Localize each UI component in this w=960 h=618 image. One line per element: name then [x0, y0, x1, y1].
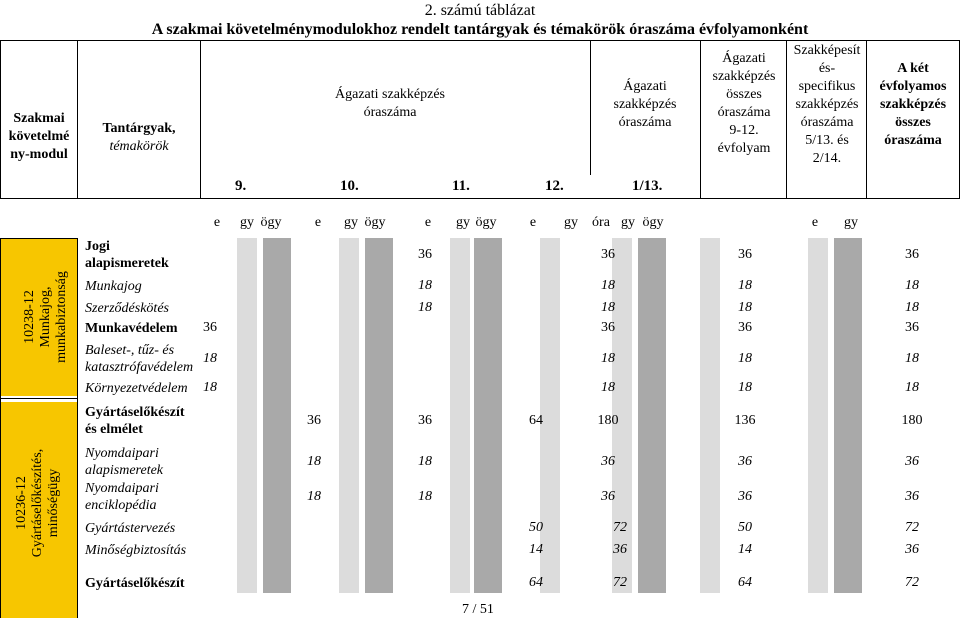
grid-line — [77, 40, 78, 198]
shaded-column — [339, 238, 359, 593]
grid-line — [200, 40, 201, 198]
row-value: 18 — [905, 300, 919, 315]
shaded-column — [365, 238, 393, 593]
row-value: 36 — [905, 489, 919, 504]
row-value: 36 — [738, 489, 752, 504]
shaded-column — [700, 238, 720, 593]
subheader-cell: e — [213, 215, 221, 230]
row-value: 36 — [601, 320, 615, 335]
row-value: 18 — [418, 300, 432, 315]
row-value: 36 — [905, 247, 919, 262]
row-value: 36 — [601, 489, 615, 504]
subheader-cell: gy — [844, 215, 858, 230]
row-value: 64 — [529, 413, 543, 428]
row-value: 18 — [418, 454, 432, 469]
row-value: 50 — [738, 520, 752, 535]
row-value: 36 — [905, 454, 919, 469]
row-value: 36 — [601, 247, 615, 262]
row-value: 18 — [418, 278, 432, 293]
shaded-column — [263, 238, 291, 593]
row-label: Gyártáselőkészít — [85, 576, 185, 591]
subheader-cell: gy — [564, 215, 578, 230]
shaded-column — [808, 238, 828, 593]
subheader-cell: gy — [344, 215, 358, 230]
row-label: Minőségbiztosítás — [85, 543, 187, 558]
ag-total-header: Ágazati szakképzés összes óraszáma 9-12. évfolyam — [712, 51, 776, 156]
shaded-column — [638, 238, 666, 593]
subheader-cell: ögy — [475, 215, 497, 230]
row-value: 36 — [738, 320, 752, 335]
module-label-10238: 10238-12 Munkajog, munkabiztonság — [22, 271, 69, 363]
row-value: 180 — [597, 413, 619, 428]
shaded-column — [450, 238, 470, 593]
row-value: 18 — [905, 380, 919, 395]
row-value: 72 — [613, 520, 627, 535]
year-9: 9. — [235, 178, 247, 194]
subheader-cell: óra — [592, 215, 610, 230]
header-bottom-border — [0, 198, 960, 199]
row-value: 50 — [529, 520, 543, 535]
subject-header: Tantárgyak, témakörök — [102, 121, 176, 154]
row-value: 18 — [905, 278, 919, 293]
row-value: 36 — [905, 320, 919, 335]
row-value: 36 — [418, 413, 432, 428]
row-value: 18 — [601, 278, 615, 293]
module-header: Szakmai követelmé ny-modul — [8, 111, 70, 162]
module-label-10236: 10236-12 Gyártáselőkészítés, minőségügy — [14, 448, 61, 558]
row-value: 18 — [307, 454, 321, 469]
row-value: 64 — [529, 575, 543, 590]
subheader-cell: e — [529, 215, 537, 230]
page-number: 7 / 51 — [462, 602, 494, 617]
year-11: 11. — [452, 178, 470, 194]
grid-line — [0, 398, 77, 399]
grid-line — [866, 40, 867, 198]
grid-line — [0, 40, 1, 198]
subheader-cell: ögy — [364, 215, 386, 230]
row-label: Szerződéskötés — [85, 301, 169, 316]
row-value: 18 — [307, 489, 321, 504]
row-value: 64 — [738, 575, 752, 590]
shaded-column — [237, 238, 257, 593]
row-value: 18 — [601, 380, 615, 395]
spec-header: Szakképesít és- specifikus szakképzés óraszáma 5/13. és 2/14. — [793, 43, 861, 166]
row-value: 18 — [418, 489, 432, 504]
row-value: 18 — [905, 351, 919, 366]
row-label: Gyártáselőkészít és elmélet — [85, 405, 185, 437]
table-title: A szakmai követelménymodulokhoz rendelt tantárgyak és témakörök óraszáma évfolyamonként — [151, 21, 809, 38]
row-value: 18 — [738, 351, 752, 366]
row-label: Munkavédelem — [85, 321, 178, 336]
row-label: Gyártástervezés — [85, 521, 176, 536]
row-value: 72 — [905, 520, 919, 535]
row-value: 18 — [738, 300, 752, 315]
shaded-column — [834, 238, 862, 593]
row-value: 36 — [905, 542, 919, 557]
row-value: 18 — [203, 380, 217, 395]
row-value: 18 — [738, 278, 752, 293]
row-value: 36 — [613, 542, 627, 557]
year-10: 10. — [340, 178, 359, 194]
row-value: 180 — [901, 413, 923, 428]
row-label: Munkajog — [85, 279, 142, 294]
table-caption: 2. számú táblázat — [424, 2, 536, 19]
grid-line — [77, 238, 78, 618]
grid-line — [786, 40, 787, 198]
two-years-header: A két évfolyamos szakképzés összes óraszáma — [879, 61, 947, 148]
subheader-cell: e — [314, 215, 322, 230]
row-value: 18 — [601, 300, 615, 315]
row-value: 14 — [529, 542, 543, 557]
row-value: 72 — [613, 575, 627, 590]
row-value: 36 — [203, 320, 217, 335]
row-value: 36 — [738, 454, 752, 469]
row-label: Környezetvédelem — [85, 381, 188, 396]
row-value: 36 — [738, 247, 752, 262]
row-value: 136 — [734, 413, 756, 428]
row-value: 18 — [203, 351, 217, 366]
row-value: 14 — [738, 542, 752, 557]
grid-line — [590, 40, 591, 175]
row-label: Nyomdaipari enciklopédia — [85, 481, 159, 513]
year-13: 1/13. — [632, 178, 663, 194]
row-label: Baleset-, tűz- és katasztrófavédelem — [85, 343, 194, 375]
subheader-cell: e — [424, 215, 432, 230]
ag-hours2-header: Ágazati szakképzés óraszáma — [613, 79, 677, 130]
row-value: 36 — [418, 247, 432, 262]
subheader-cell: ögy — [642, 215, 664, 230]
row-label: Jogi alapismeretek — [85, 239, 169, 271]
row-value: 36 — [601, 454, 615, 469]
grid-line — [700, 40, 701, 198]
year-12: 12. — [545, 178, 564, 194]
subheader-cell: gy — [240, 215, 254, 230]
shaded-column — [474, 238, 502, 593]
ag-hours-header: Ágazati szakképzés óraszáma — [335, 87, 445, 120]
subheader-cell: e — [811, 215, 819, 230]
subheader-cell: ögy — [260, 215, 282, 230]
row-value: 72 — [905, 575, 919, 590]
row-value: 36 — [307, 413, 321, 428]
row-value: 18 — [601, 351, 615, 366]
header-top-border — [0, 40, 960, 41]
row-label: Nyomdaipari alapismeretek — [85, 446, 164, 478]
subheader-cell: gy — [456, 215, 470, 230]
row-value: 18 — [738, 380, 752, 395]
subheader-cell: gy — [621, 215, 635, 230]
grid-line — [0, 238, 1, 618]
